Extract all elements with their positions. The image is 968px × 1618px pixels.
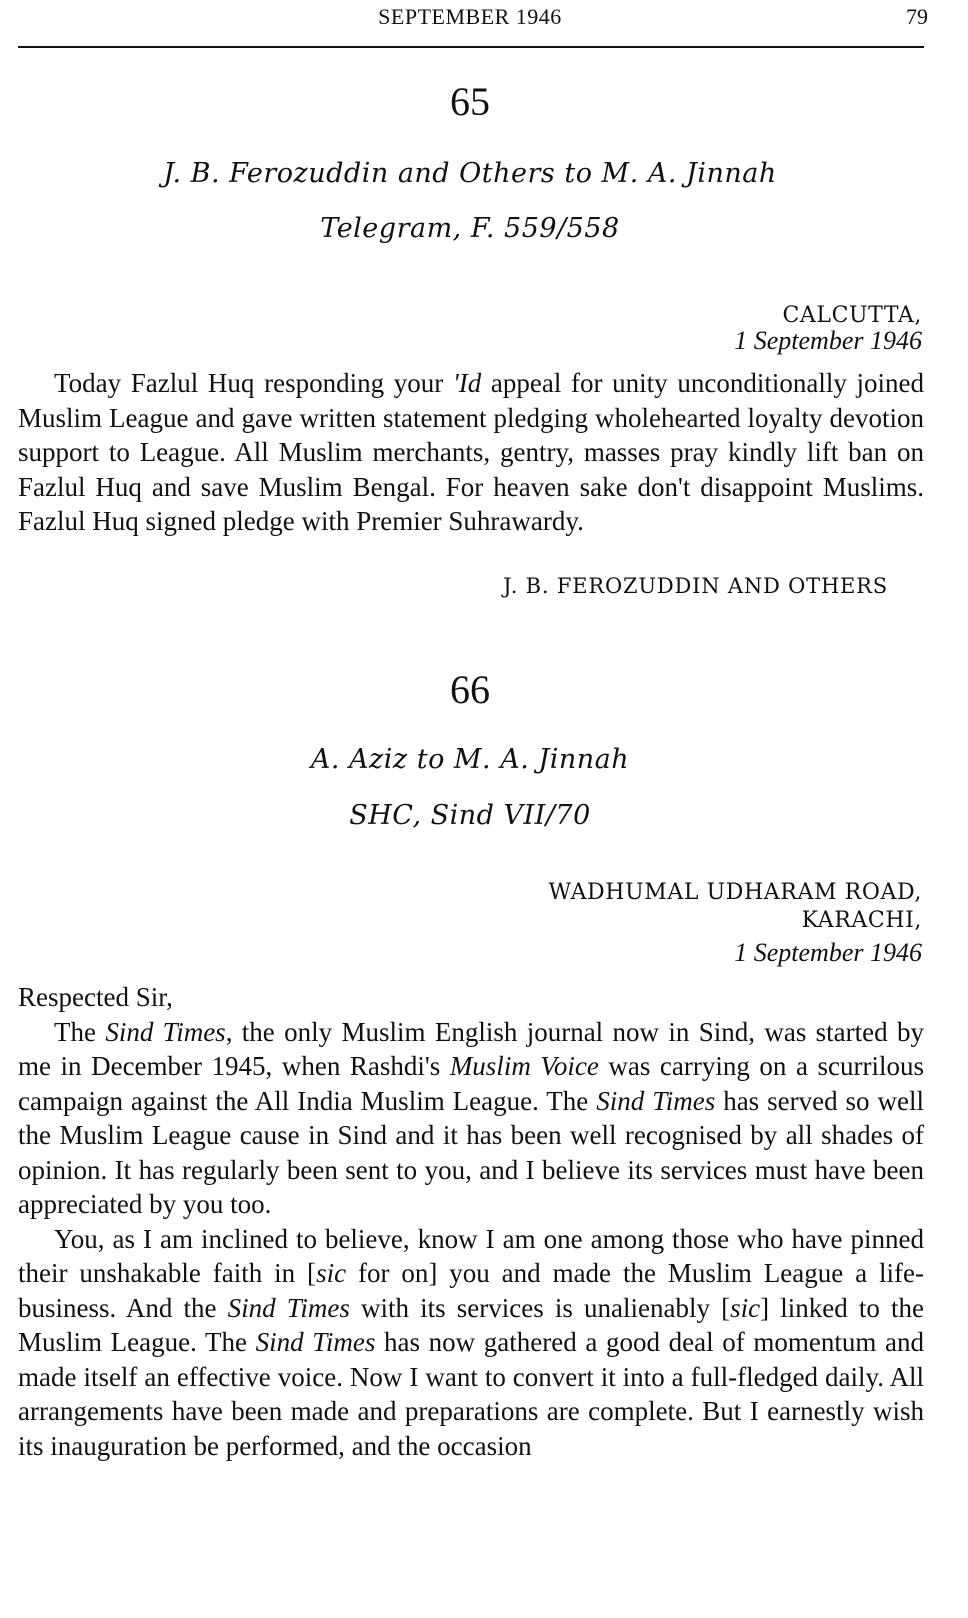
document-66-date: 1 September 1946 xyxy=(734,938,922,967)
document-66-paragraph-1: The Sind Times, the only Muslim English journal now in Sind, was started by me in December 1945, when Rashdi's Muslim Voice was carrying on a scurrilous campaign against the All India Muslim League. The Sind Times has served so well the Muslim League cause in Sind and it has been well recognised by all shades of opinion. It has regularly been sent to you, and I believe its services must have been appreciated by you too. xyxy=(18,1016,925,1219)
salutation: Respected Sir, xyxy=(18,982,173,1012)
document-65-source: Telegram, F. 559/558 xyxy=(320,213,620,244)
page-header xyxy=(0,4,968,34)
document-65-paragraph: Today Fazlul Huq responding your 'Id appeal for unity unconditionally joined Muslim League and gave written statement pledging wholehearted loyalty devotion support to League. All Muslim merchants, gentry, masses pray kindly lift ban on Fazlul Huq and save Muslim Bengal. For heaven sake don't disappoint Muslims. Fazlul Huq signed pledge with Premier Suhrawardy. xyxy=(18,368,924,536)
document-66-title: A. Aziz to M. A. Jinnah xyxy=(310,744,630,775)
running-head: SEPTEMBER 1946 xyxy=(378,4,562,29)
header-rule xyxy=(18,46,924,48)
document-65-signature: J. B. FEROZUDDIN AND OTHERS xyxy=(503,574,888,598)
document-65-date: 1 September 1946 xyxy=(734,326,922,355)
document-65-body xyxy=(18,366,924,539)
document-number-66: 66 xyxy=(450,667,490,712)
document-number-65: 65 xyxy=(450,79,490,124)
document-66-body xyxy=(18,980,924,1463)
document-65-title: J. B. Ferozuddin and Others to M. A. Jinnah xyxy=(163,158,777,189)
page-number: 79 xyxy=(906,4,928,29)
document-66-source: SHC, Sind VII/70 xyxy=(349,800,591,831)
document-66-paragraph-2: You, as I am inclined to believe, know I am one among those who have pinned their unshakable faith in [sic for on] you and made the Muslim League a life-business. And the Sind Times with its services is unalienably [sic] linked to the Muslim League. The Sind Times has now gathered a good deal of momentum and made itself an effective voice. Now I want to convert it into a full-fledged daily. All arrangements have been made and preparations are complete. But I earnestly wish its inauguration be performed, and the occasion xyxy=(18,1223,924,1461)
document-65-place: CALCUTTA, xyxy=(782,303,922,328)
document-66-address-line2: KARACHI, xyxy=(801,908,922,933)
document-66-address-line1: WADHUMAL UDHARAM ROAD, xyxy=(548,880,922,905)
